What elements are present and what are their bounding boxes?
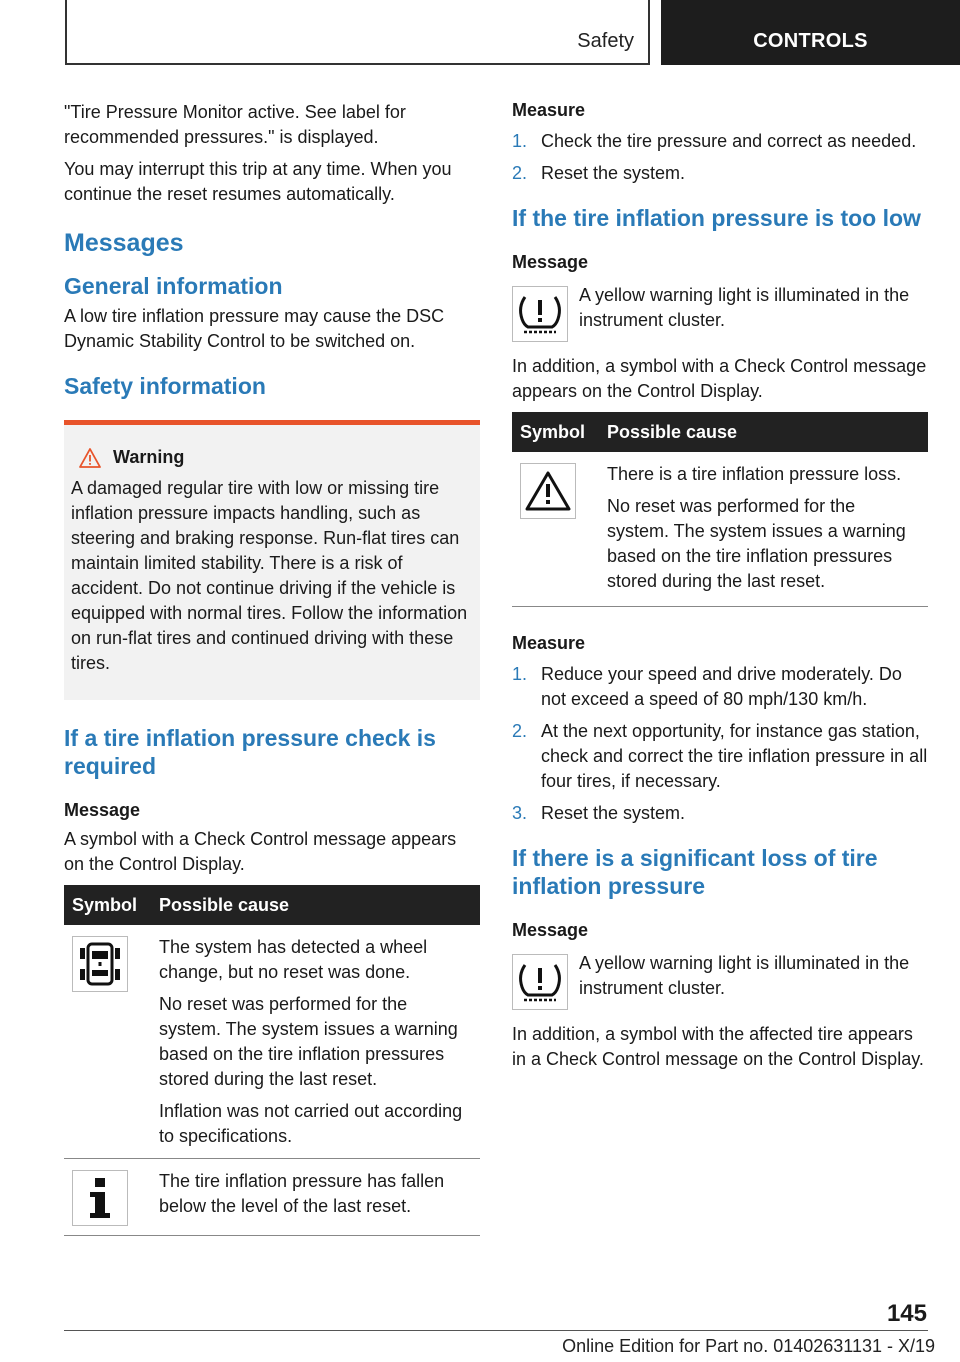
heading-check-required: If a tire inflation pressure check is required	[64, 725, 436, 779]
heading-safety-information: Safety information	[64, 373, 266, 399]
table-row	[64, 1159, 480, 1236]
table-header-cause: Possible cause	[599, 412, 928, 452]
table-header-symbol: Symbol	[64, 885, 151, 925]
left-column	[64, 100, 480, 1236]
cause-text: There is a tire inflation pressure loss.	[607, 464, 902, 484]
intro-text-1: "Tire Pressure Monitor active. See label for recommended pressures." is displayed.	[64, 102, 406, 147]
footer-divider	[64, 1330, 928, 1331]
message-label: Message	[512, 252, 589, 272]
heading-pressure-too-low: If the tire inflation pressure is too low	[512, 205, 921, 231]
list-item: 1. Check the tire pressure and correct as needed.	[512, 131, 917, 151]
heading-messages: Messages	[64, 229, 184, 257]
general-information-text: A low tire inflation pressure may cause the DSC Dynamic Stability Control to be switched on.	[64, 306, 445, 351]
edition-text: Online Edition for Part no. 01402631131 - X/19	[562, 1336, 935, 1356]
cause-text: No reset was performed for the system. The system issues a warning based on the tire inflation pressures stored during the last reset.	[607, 496, 906, 591]
chapter-tab	[661, 0, 960, 65]
warning-light-row	[512, 283, 928, 342]
table-row	[512, 452, 928, 607]
cause-text: Inflation was not carried out according to specifications.	[159, 1101, 463, 1146]
intro-text-2: You may interrupt this trip at any time. When you continue the reset resumes automatically.	[64, 159, 452, 204]
page-number: 145	[886, 1300, 927, 1327]
warning-triangle-icon	[520, 463, 576, 519]
info-icon	[72, 1170, 128, 1226]
section-tab	[65, 0, 650, 65]
cause-text: The tire inflation pressure has fallen below the level of the last reset.	[159, 1171, 445, 1216]
table-header-symbol: Symbol	[512, 412, 599, 452]
message-label: Message	[512, 920, 589, 940]
table-header-cause: Possible cause	[151, 885, 480, 925]
warning-light-text: A yellow warning light is illuminated in the instrument cluster.	[579, 285, 910, 330]
warning-title	[71, 447, 472, 468]
message-label: Message	[64, 800, 141, 820]
warning-triangle-icon	[79, 448, 101, 468]
measure-list-1	[512, 129, 928, 186]
heading-significant-loss: If there is a significant loss of tire inflation pressure	[512, 845, 878, 899]
list-item: 2. At the next opportunity, for instance gas station, check and correct the tire inflation pressure in all four tires, if necessary.	[512, 721, 928, 791]
wheel-change-icon	[72, 936, 128, 992]
symbol-table-low	[512, 412, 928, 607]
heading-general-information: General information	[64, 273, 283, 299]
chapter-title: CONTROLS	[753, 30, 868, 52]
message-text: A symbol with a Check Control message appears on the Control Display.	[64, 829, 457, 874]
tire-pressure-warning-icon	[512, 954, 568, 1010]
section-title: Safety	[577, 30, 634, 52]
symbol-table-check	[64, 885, 480, 1236]
warning-light-row	[512, 951, 928, 1010]
table-row	[64, 925, 480, 1159]
addition-text: In addition, a symbol with a Check Control message appears on the Control Display.	[512, 356, 927, 401]
warning-light-text: A yellow warning light is illuminated in the instrument cluster.	[579, 953, 910, 998]
list-item: 1. Reduce your speed and drive moderately. Do not exceed a speed of 80 mph/130 km/h.	[512, 664, 902, 709]
page-header	[0, 0, 960, 66]
measure-label: Measure	[512, 633, 586, 653]
warning-label: Warning	[113, 447, 185, 467]
tire-pressure-warning-icon	[512, 286, 568, 342]
warning-text: A damaged regular tire with low or missing tire inflation pressure impacts handling, such as steering and braking response. Run-flat tires can maintain limited stability. There is a risk of accident. Do not continue driving if the vehicle is equipped with normal tires. Follow the information on run-flat tires and continued driving with these tires.	[71, 478, 468, 673]
warning-box	[64, 420, 480, 700]
cause-text: The system has detected a wheel change, but no reset was done.	[159, 937, 428, 982]
right-column	[512, 100, 928, 1079]
measure-label: Measure	[512, 100, 586, 120]
list-item: 2. Reset the system.	[512, 163, 686, 183]
addition-text: In addition, a symbol with the affected tire appears in a Check Control message on the Control Display.	[512, 1024, 924, 1069]
measure-list-2	[512, 662, 928, 826]
cause-text: No reset was performed for the system. The system issues a warning based on the tire inflation pressures stored during the last reset.	[159, 994, 458, 1089]
list-item: 3. Reset the system.	[512, 803, 686, 823]
